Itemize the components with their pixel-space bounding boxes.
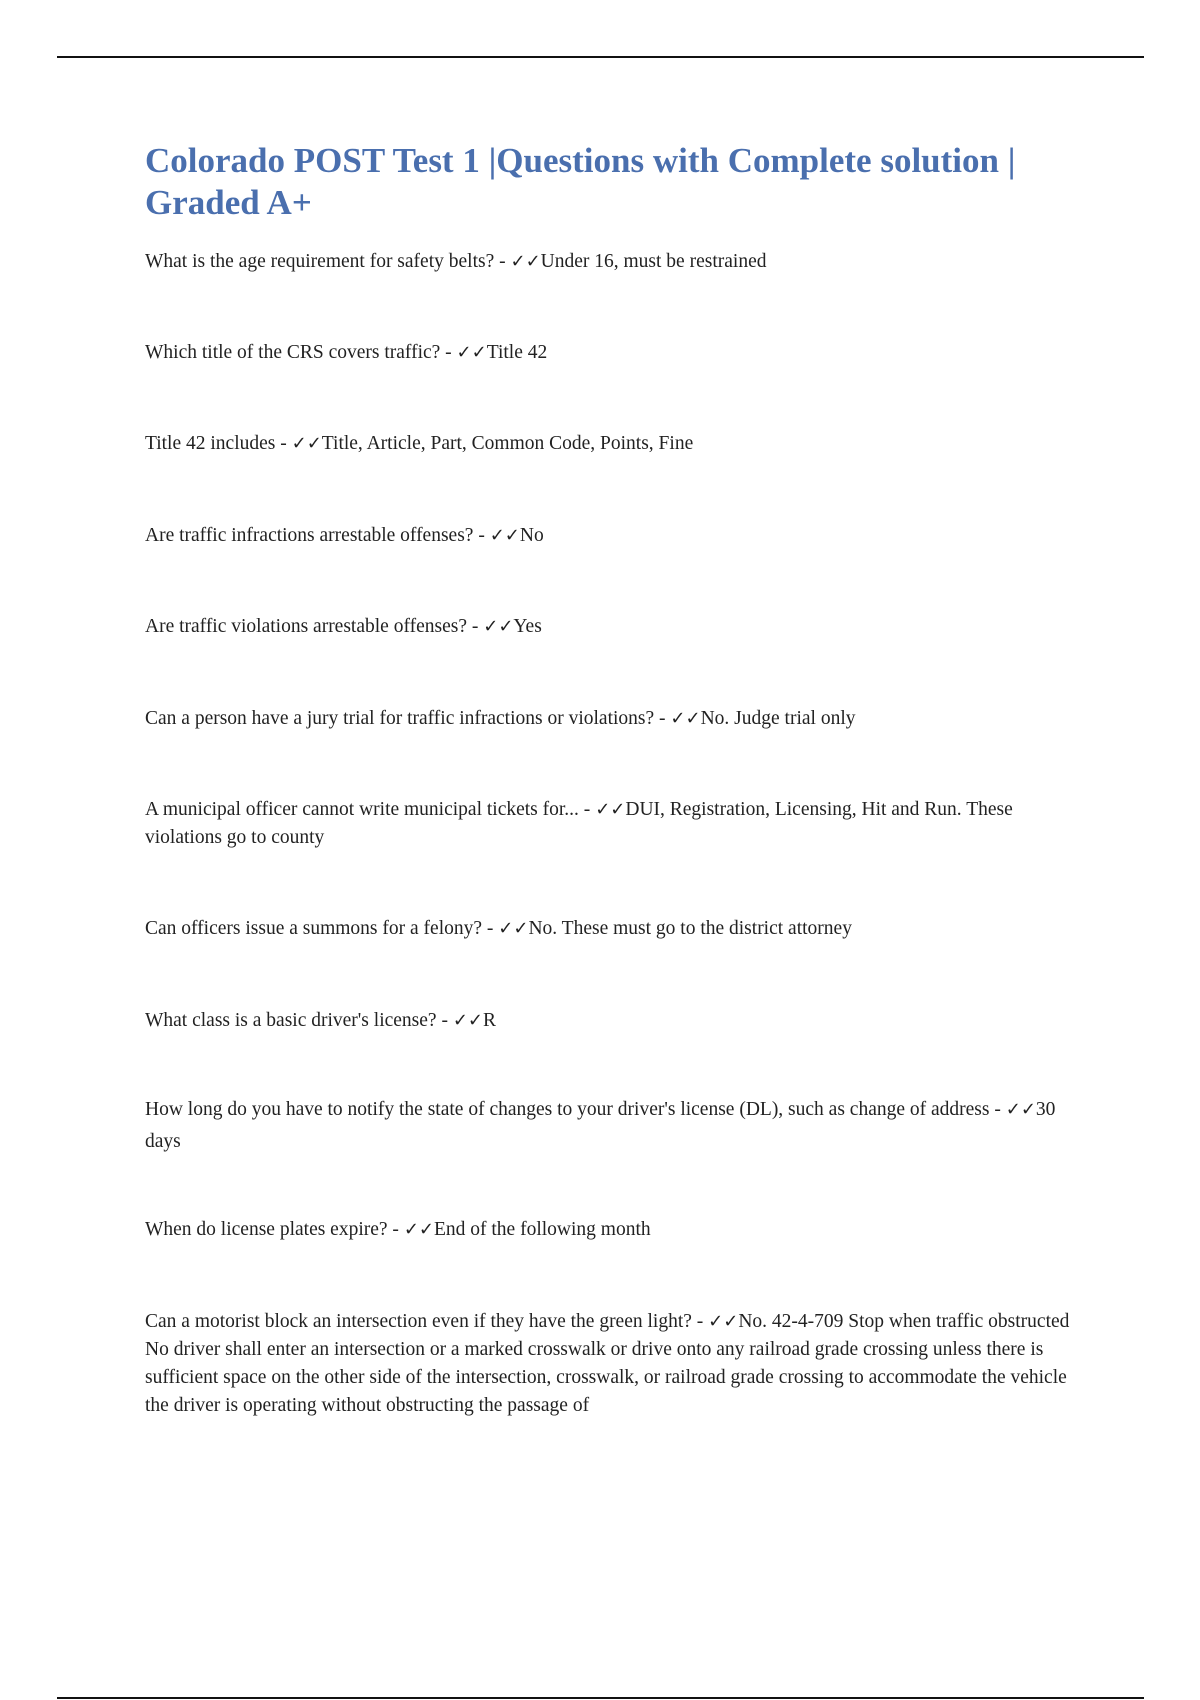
checkmark-icon: ✓✓ [483,616,514,637]
bottom-rule [57,1697,1144,1699]
checkmark-icon: ✓✓ [498,918,529,939]
answer-text: Title 42 [486,342,548,363]
question-text: Can officers issue a summons for a felony? - [145,918,499,939]
qa-item-7 [145,796,1085,852]
qa-item-11 [145,1216,1085,1244]
question-text: Which title of the CRS covers traffic? - [145,342,457,363]
question-text: When do license plates expire? - [145,1219,404,1240]
question-text: Can a motorist block an intersection even if they have the green light? - [145,1311,709,1332]
checkmark-icon: ✓✓ [291,433,322,454]
answer-text: 30 days [145,1099,1056,1152]
document-title: Colorado POST Test 1 |Questions with Complete solution | Graded A+ [145,141,1016,222]
checkmark-icon: ✓✓ [595,799,626,820]
checkmark-icon: ✓✓ [452,1010,483,1031]
document-body [145,140,1085,1416]
question-text: A municipal officer cannot write municipal tickets for... - [145,799,596,820]
qa-item-12 [145,1308,1085,1420]
question-text: How long do you have to notify the state of changes to your driver's license (DL), such as change of address - [145,1099,1006,1120]
checkmark-icon: ✓✓ [489,525,520,546]
question-text: Title 42 includes - [145,433,292,454]
checkmark-icon: ✓✓ [510,251,541,272]
answer-text: R [482,1010,496,1031]
qa-item-5 [145,613,1085,641]
top-rule [57,56,1144,58]
qa-item-3 [145,430,1085,458]
question-text: Can a person have a jury trial for traffic infractions or violations? - [145,708,671,729]
checkmark-icon: ✓✓ [456,342,487,363]
answer-text: End of the following month [433,1219,651,1240]
qa-item-2 [145,339,1085,367]
question-text: What is the age requirement for safety belts? - [145,251,511,272]
question-text: Are traffic infractions arrestable offenses? - [145,525,490,546]
checkmark-icon: ✓✓ [708,1311,739,1332]
answer-text: No [519,525,544,546]
answer-text: No. These must go to the district attorney [528,918,852,939]
checkmark-icon: ✓✓ [670,708,701,729]
answer-text: No. 42-4-709 Stop when traffic obstructed No driver shall enter an intersection or a marked crosswalk or drive onto any railroad grade crossing unless there is sufficient space on the other side of the intersection, crosswalk, or railroad grade crossing to accommodate the vehicle the driver is operating without obstructing the passage of [145,1311,1070,1416]
qa-item-9 [145,1007,1085,1035]
question-text: Are traffic violations arrestable offenses? - [145,616,484,637]
question-text: What class is a basic driver's license? - [145,1010,453,1031]
qa-item-10 [145,1094,1085,1158]
qa-item-8 [145,915,1085,943]
qa-item-1 [145,248,1085,276]
qa-item-4 [145,522,1085,550]
answer-text: No. Judge trial only [700,708,856,729]
checkmark-icon: ✓✓ [1005,1099,1036,1120]
qa-item-6 [145,705,1085,733]
answer-text: Yes [513,616,542,637]
answer-text: Under 16, must be restrained [540,251,767,272]
checkmark-icon: ✓✓ [403,1219,434,1240]
answer-text: DUI, Registration, Licensing, Hit and Run. These violations go to county [145,799,1013,848]
answer-text: Title, Article, Part, Common Code, Points, Fine [321,433,694,454]
